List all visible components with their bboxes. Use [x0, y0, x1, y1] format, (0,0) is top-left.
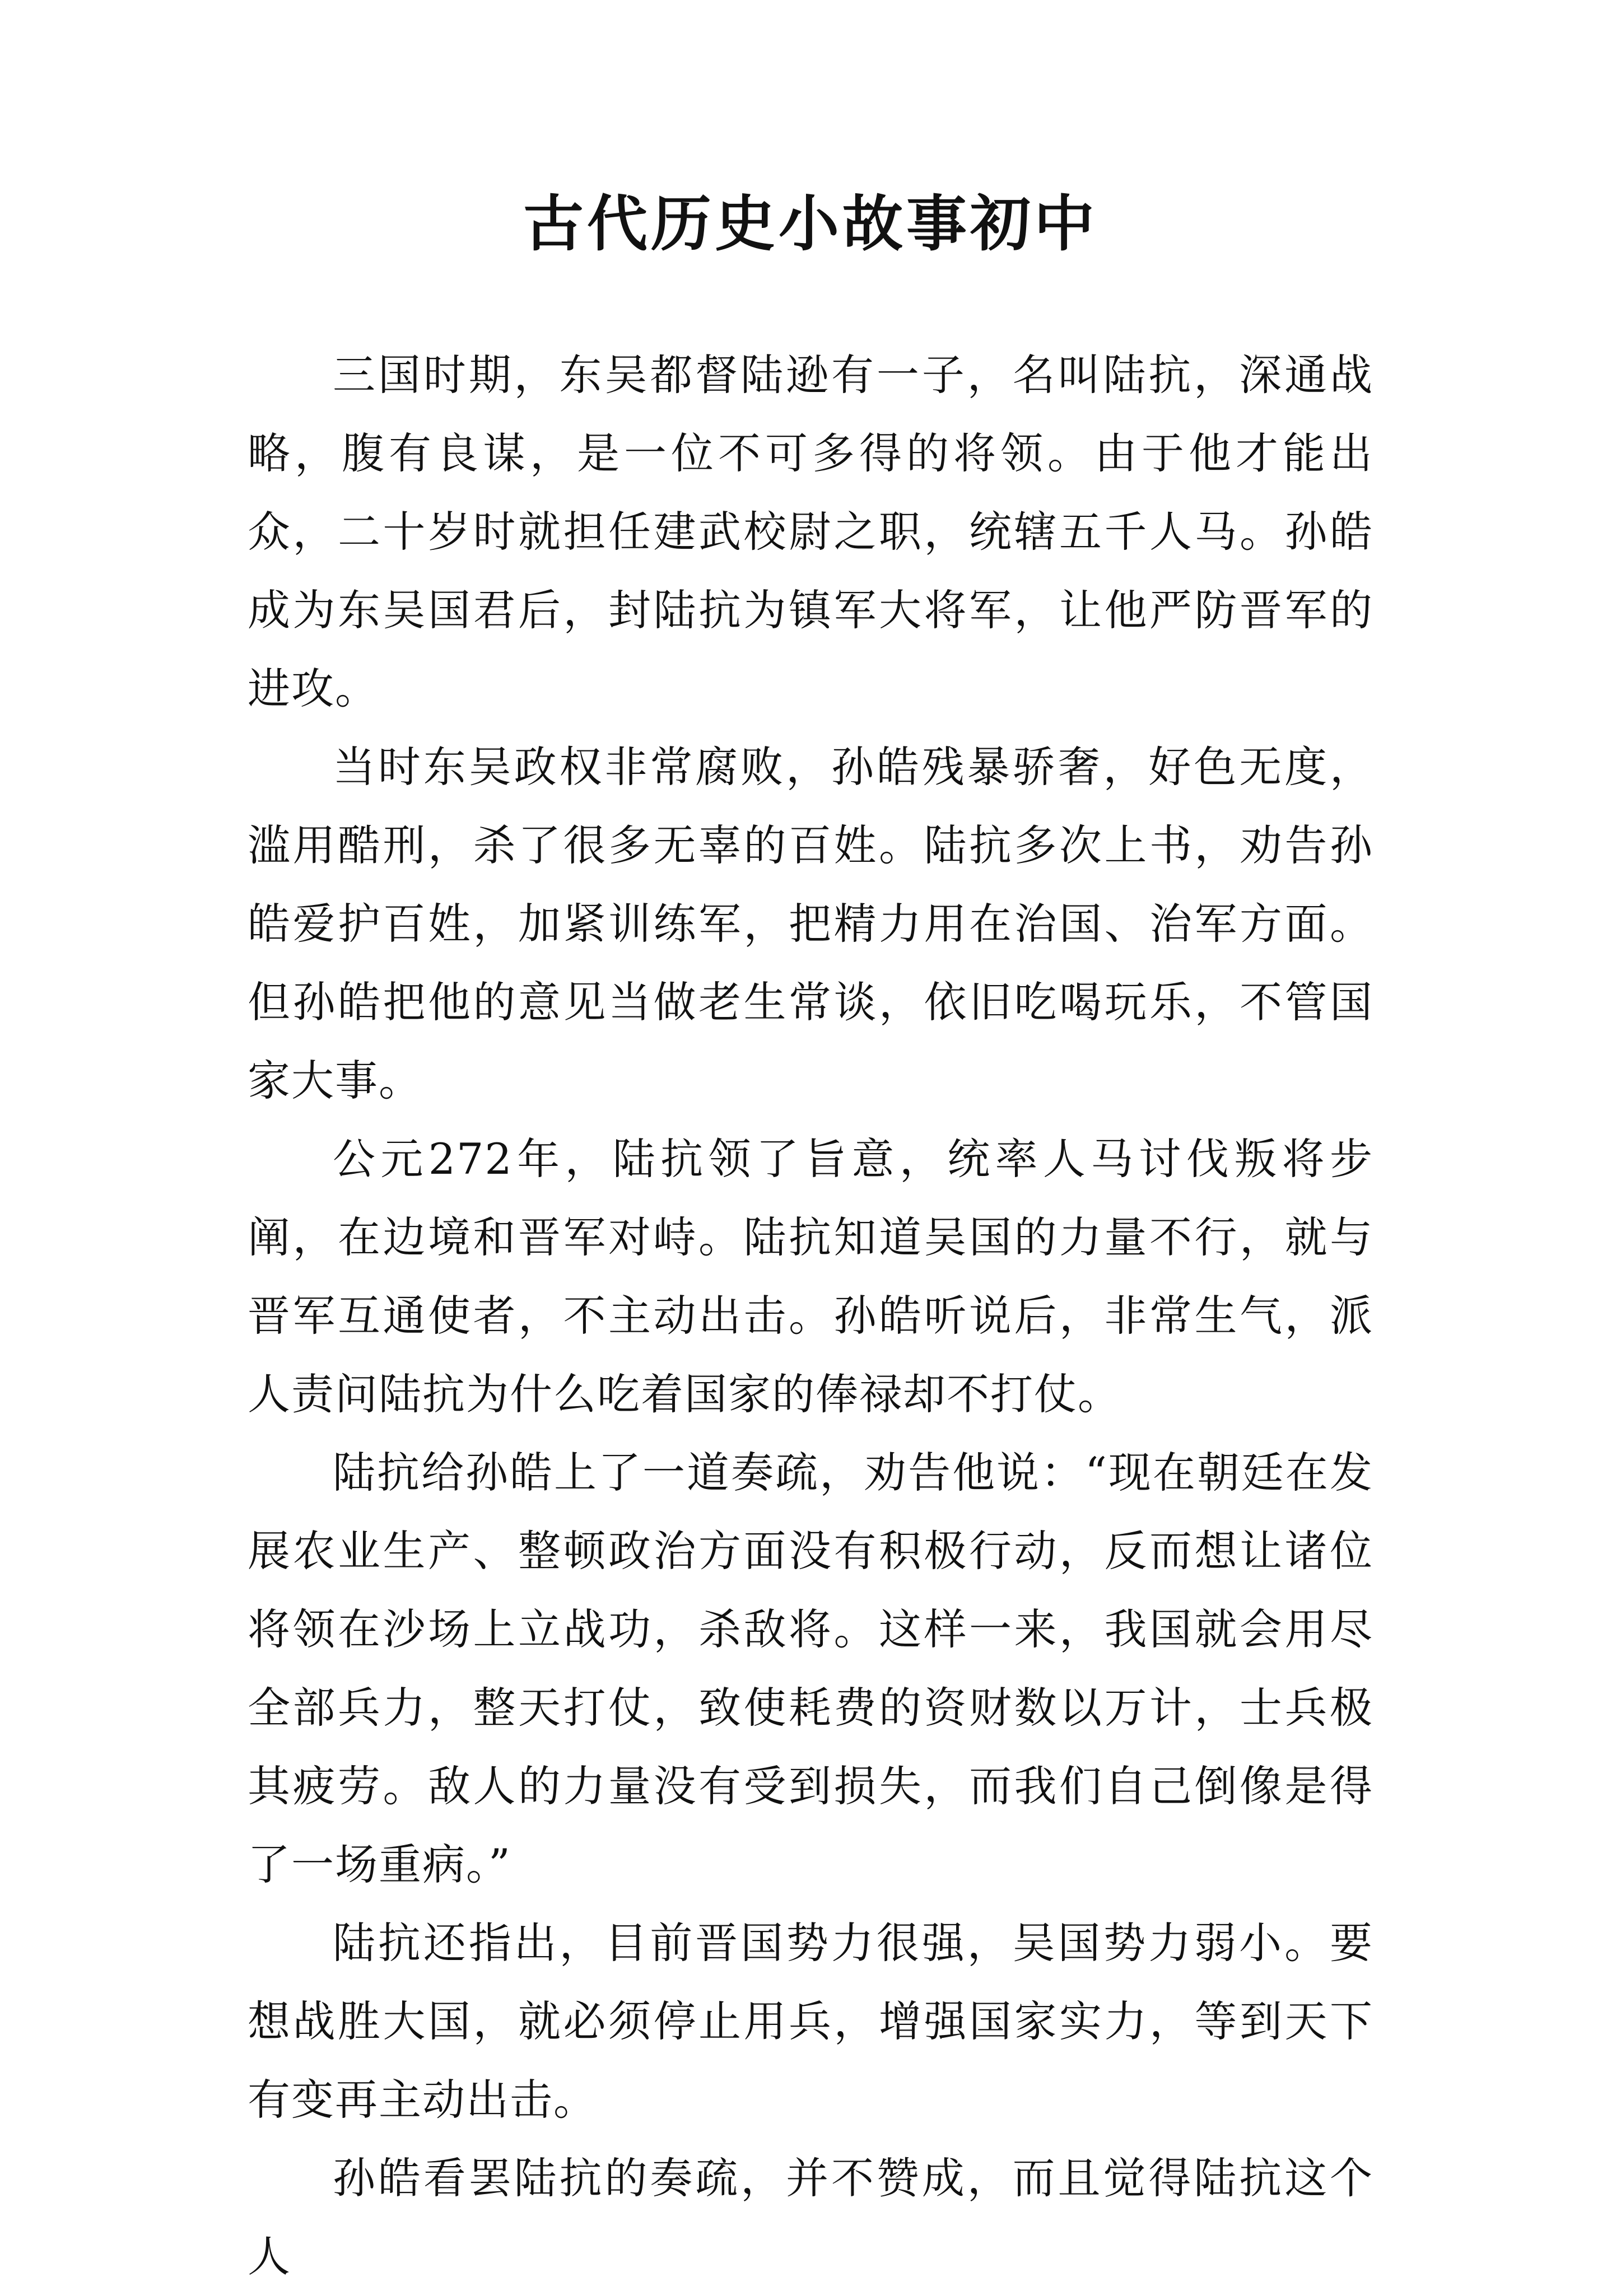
paragraph-6: 孙皓看罢陆抗的奏疏，并不赞成，而且觉得陆抗这个人 — [248, 2153, 1373, 2281]
paragraph-4: 陆抗给孙皓上了一道奏疏，劝告他说：“现在朝廷在发展农业生产、整顿政治方面没有积极行动，反而想让诸位将领在沙场上立战功，杀敌将。这样一来，我国就会用尽全部兵力，整天打仗，致使耗费的资财数以万计，士兵极其疲劳。敌人的力量没有受到损失，而我们自己倒像是得了一场重病。” — [248, 1448, 1373, 1889]
paragraph-1: 三国时期，东吴都督陆逊有一子，名叫陆抗，深通战略，腹有良谋，是一位不可多得的将领。由于他才能出众，二十岁时就担任建武校尉之职，统辖五千人马。孙皓成为东吴国君后，封陆抗为镇军大将军，让他严防晋军的进攻。 — [248, 350, 1373, 713]
document-title: 古代历史小故事初中 — [523, 189, 1098, 259]
paragraph-2: 当时东吴政权非常腐败，孙皓残暴骄奢，好色无度，滥用酷刑，杀了很多无辜的百姓。陆抗多次上书，劝告孙皓爱护百姓，加紧训练军，把精力用在治国、治军方面。但孙皓把他的意见当做老生常谈，依旧吃喝玩乐，不管国家大事。 — [248, 742, 1373, 1105]
paragraph-5: 陆抗还指出，目前晋国势力很强，吴国势力弱小。要想战胜大国，就必须停止用兵，增强国家实力，等到天下有变再主动出击。 — [248, 1918, 1373, 2125]
document-body — [248, 336, 1373, 2296]
paragraph-3: 公元272年，陆抗领了旨意，统率人马讨伐叛将步阐，在边境和晋军对峙。陆抗知道吴国的力量不行，就与晋军互通使者，不主动出击。孙皓听说后，非常生气，派人责问陆抗为什么吃着国家的俸禄却不打仗。 — [248, 1134, 1373, 1419]
